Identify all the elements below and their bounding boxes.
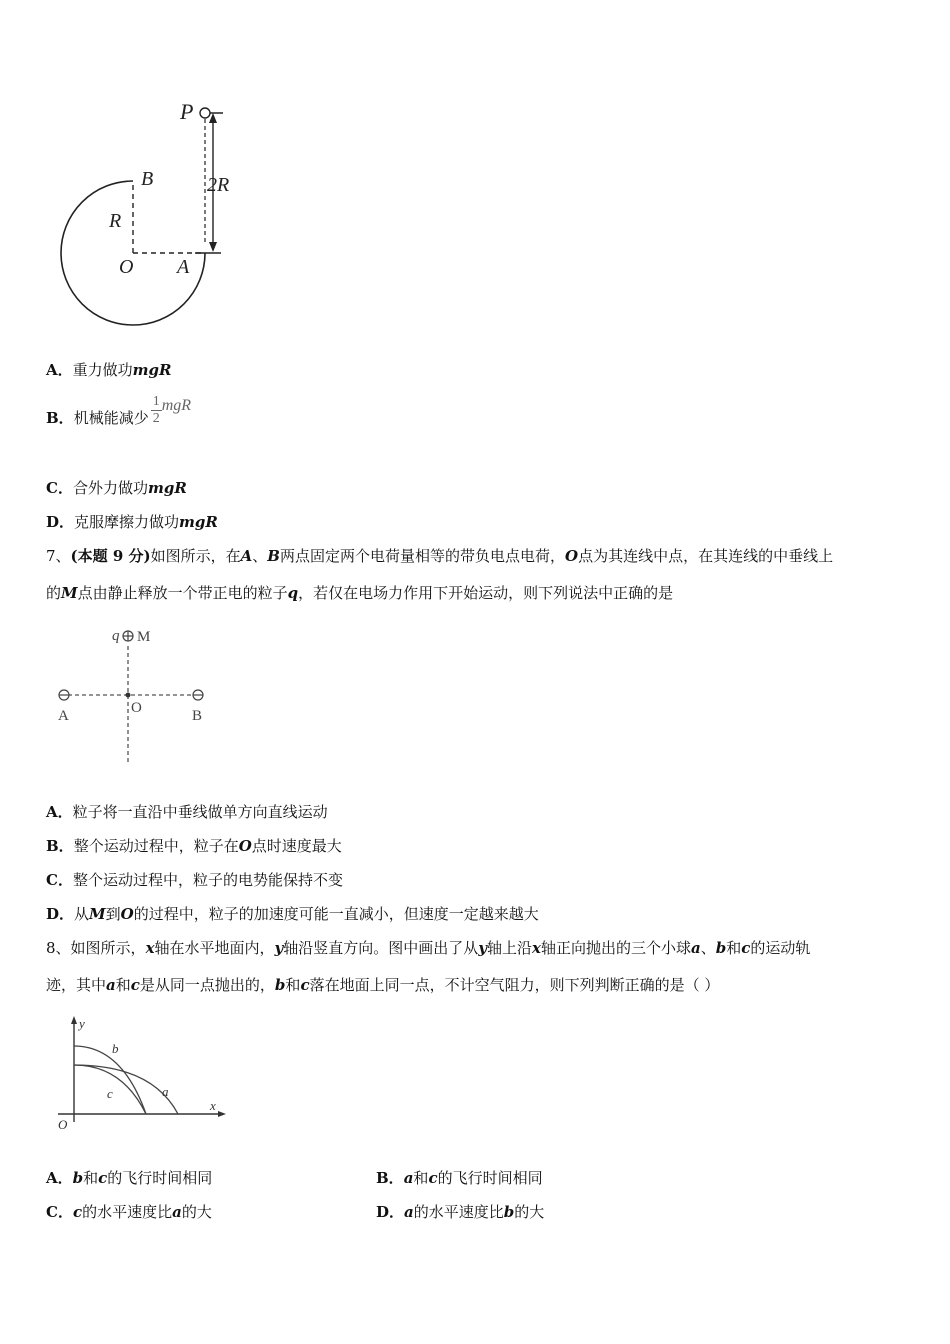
- option-letter: B．: [46, 409, 74, 427]
- q6-option-c[interactable]: [46, 478, 187, 498]
- label-b: b: [112, 1041, 119, 1056]
- label-y: y: [79, 1016, 85, 1031]
- option-math: mgR: [132, 361, 172, 379]
- option-letter: D．: [46, 513, 75, 531]
- option-math: mgR: [179, 513, 218, 531]
- option-text: 重力做功: [72, 361, 133, 379]
- q8-option-b[interactable]: B．a和c的飞行时间相同: [376, 1169, 543, 1187]
- label-o: O: [58, 1117, 68, 1132]
- q6-option-d[interactable]: [46, 512, 218, 532]
- label-a: A: [58, 708, 69, 724]
- charges-figure: [50, 620, 220, 770]
- projectile-figure: [52, 1012, 232, 1137]
- q8-stem-line2: 迹，其中a和c是从同一点抛出的，b和c落在地面上同一点，不计空气阻力，则下列判断正确的是（ ）: [46, 976, 720, 994]
- label-o: O: [131, 700, 142, 716]
- trajectory-b: [74, 1046, 146, 1114]
- q7-option-c[interactable]: C．整个运动过程中，粒子的电势能保持不变: [46, 871, 343, 889]
- label-p: P: [180, 99, 194, 124]
- q8-stem-line1: 8、如图所示，x轴在水平地面内，y轴沿竖直方向。图中画出了从y轴上沿x轴正向抛出的三个小球a、b和c的运动轨: [46, 939, 811, 957]
- q7-stem-line2: 的M点由静止释放一个带正电的粒子q，若仅在电场力作用下开始运动，则下列说法中正确的是: [46, 584, 674, 602]
- label-c: c: [107, 1086, 113, 1101]
- label-x: x: [210, 1098, 216, 1113]
- q6-option-a[interactable]: [46, 360, 171, 380]
- label-a: A: [177, 256, 190, 278]
- label-q: q: [112, 628, 120, 644]
- arrow-down: [209, 242, 217, 252]
- label-o: O: [119, 256, 134, 278]
- q7-option-d[interactable]: D．从M到O的过程中，粒子的加速度可能一直减小，但速度一定越来越大: [46, 905, 539, 923]
- option-letter: A．: [46, 361, 73, 379]
- point-p: [200, 108, 210, 118]
- q8-option-a[interactable]: A．b和c的飞行时间相同: [46, 1169, 213, 1187]
- label-b: B: [141, 168, 154, 190]
- option-math: mgR: [147, 479, 187, 497]
- q8-option-c[interactable]: C．c的水平速度比a的大: [46, 1203, 212, 1221]
- label-2r: 2R: [207, 174, 230, 196]
- option-text: 克服摩擦力做功: [74, 513, 180, 531]
- option-text: 机械能减少: [73, 409, 149, 427]
- fraction-one-half: $\frac{1}{2}$: [152, 393, 160, 426]
- label-a: a: [162, 1084, 169, 1099]
- q6-option-b[interactable]: [46, 393, 192, 440]
- circle-track-figure: [55, 95, 255, 335]
- label-r: R: [109, 210, 122, 232]
- q7-stem-line1: 7、(本题 9 分)如图所示，在A、B两点固定两个电荷量相等的带负电点电荷，O点为其连线中点，在其连线的中垂线上: [46, 547, 834, 565]
- point-o: [126, 693, 131, 698]
- label-b: B: [192, 708, 203, 724]
- option-letter: C．: [46, 479, 73, 497]
- option-text: 合外力做功: [72, 479, 148, 497]
- option-math: mgR: [161, 397, 192, 414]
- q7-option-a[interactable]: A．粒子将一直沿中垂线做单方向直线运动: [46, 803, 328, 821]
- q7-option-b[interactable]: B．整个运动过程中，粒子在O点时速度最大: [46, 837, 342, 855]
- q8-option-d[interactable]: D．a的水平速度比b的大: [376, 1203, 545, 1221]
- label-m: M: [137, 629, 151, 645]
